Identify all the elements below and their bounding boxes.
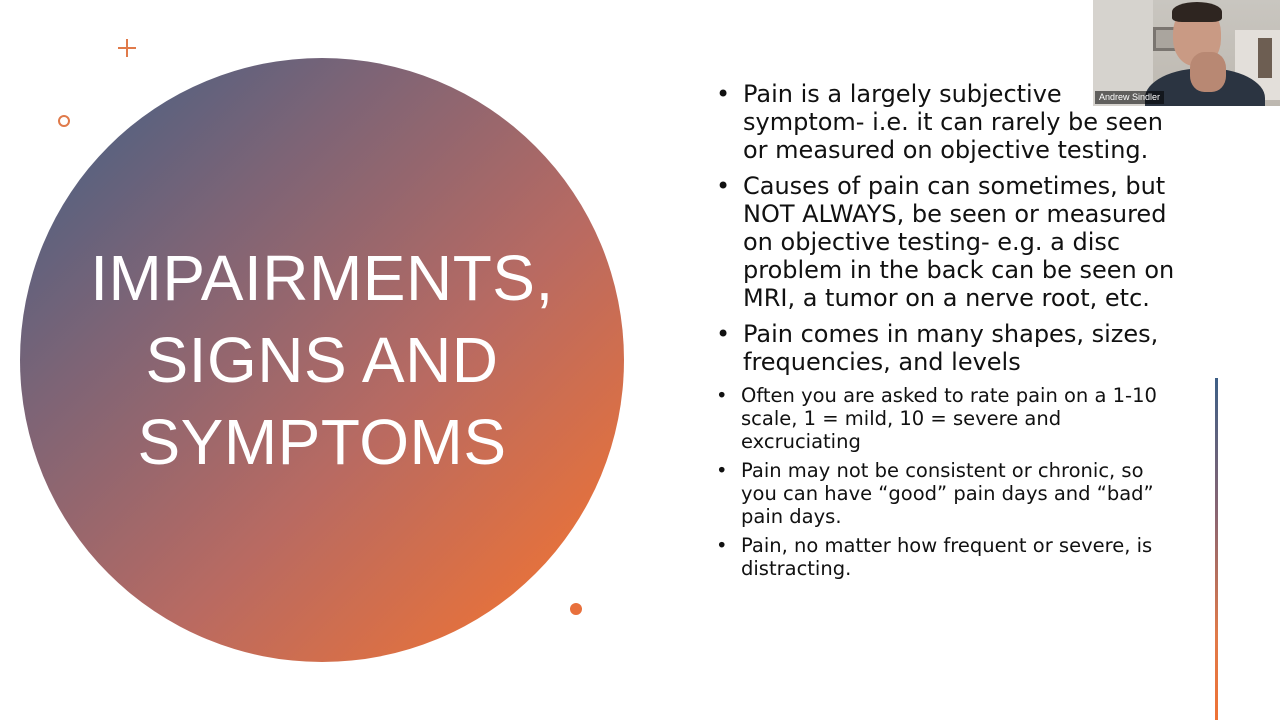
webcam-person-hair xyxy=(1172,2,1222,22)
sub-bullet-item xyxy=(716,459,1176,528)
bullet-text: Pain is a largely subjective symptom- i.e. it can rarely be seen or measured on objective testing. xyxy=(743,80,1163,164)
sub-bullet-text: Often you are asked to rate pain on a 1-10 scale, 1 = mild, 10 = severe and excruciating xyxy=(741,384,1157,453)
bullet-text: Causes of pain can sometimes, but NOT ALWAYS, be seen or measured on objective testing- e.g. a disc problem in the back can be seen on MRI, a tumor on a nerve root, etc. xyxy=(743,172,1175,312)
webcam-shelf-object xyxy=(1258,38,1272,78)
webcam-person-hand xyxy=(1190,52,1226,92)
bullet-dot-icon: • xyxy=(716,534,728,557)
bullet-dot-icon: • xyxy=(716,459,728,482)
sub-bullet-item xyxy=(716,534,1176,580)
sub-bullet-item xyxy=(716,384,1176,453)
webcam-tile[interactable] xyxy=(1093,0,1280,106)
bullet-dot-icon: • xyxy=(716,80,731,108)
bullet-dot-icon: • xyxy=(716,320,731,348)
bullet-text: Pain comes in many shapes, sizes, frequencies, and levels xyxy=(743,320,1159,376)
bullet-dot-icon: • xyxy=(716,384,728,407)
dot-decoration-icon xyxy=(570,603,582,615)
accent-line xyxy=(1215,378,1218,720)
slide-title: IMPAIRMENTS, SIGNS AND SYMPTOMS xyxy=(90,242,554,478)
plus-decoration-icon xyxy=(117,38,137,58)
sub-bullet-list xyxy=(716,384,1176,580)
bullet-item xyxy=(716,172,1176,312)
participant-name-label: Andrew Sindler xyxy=(1095,91,1164,104)
bullet-item xyxy=(716,320,1176,376)
bullet-list xyxy=(716,80,1176,586)
bullet-dot-icon: • xyxy=(716,172,731,200)
sub-bullet-text: Pain, no matter how frequent or severe, is distracting. xyxy=(741,534,1153,580)
sub-bullet-text: Pain may not be consistent or chronic, so you can have “good” pain days and “bad” pain days. xyxy=(741,459,1154,528)
